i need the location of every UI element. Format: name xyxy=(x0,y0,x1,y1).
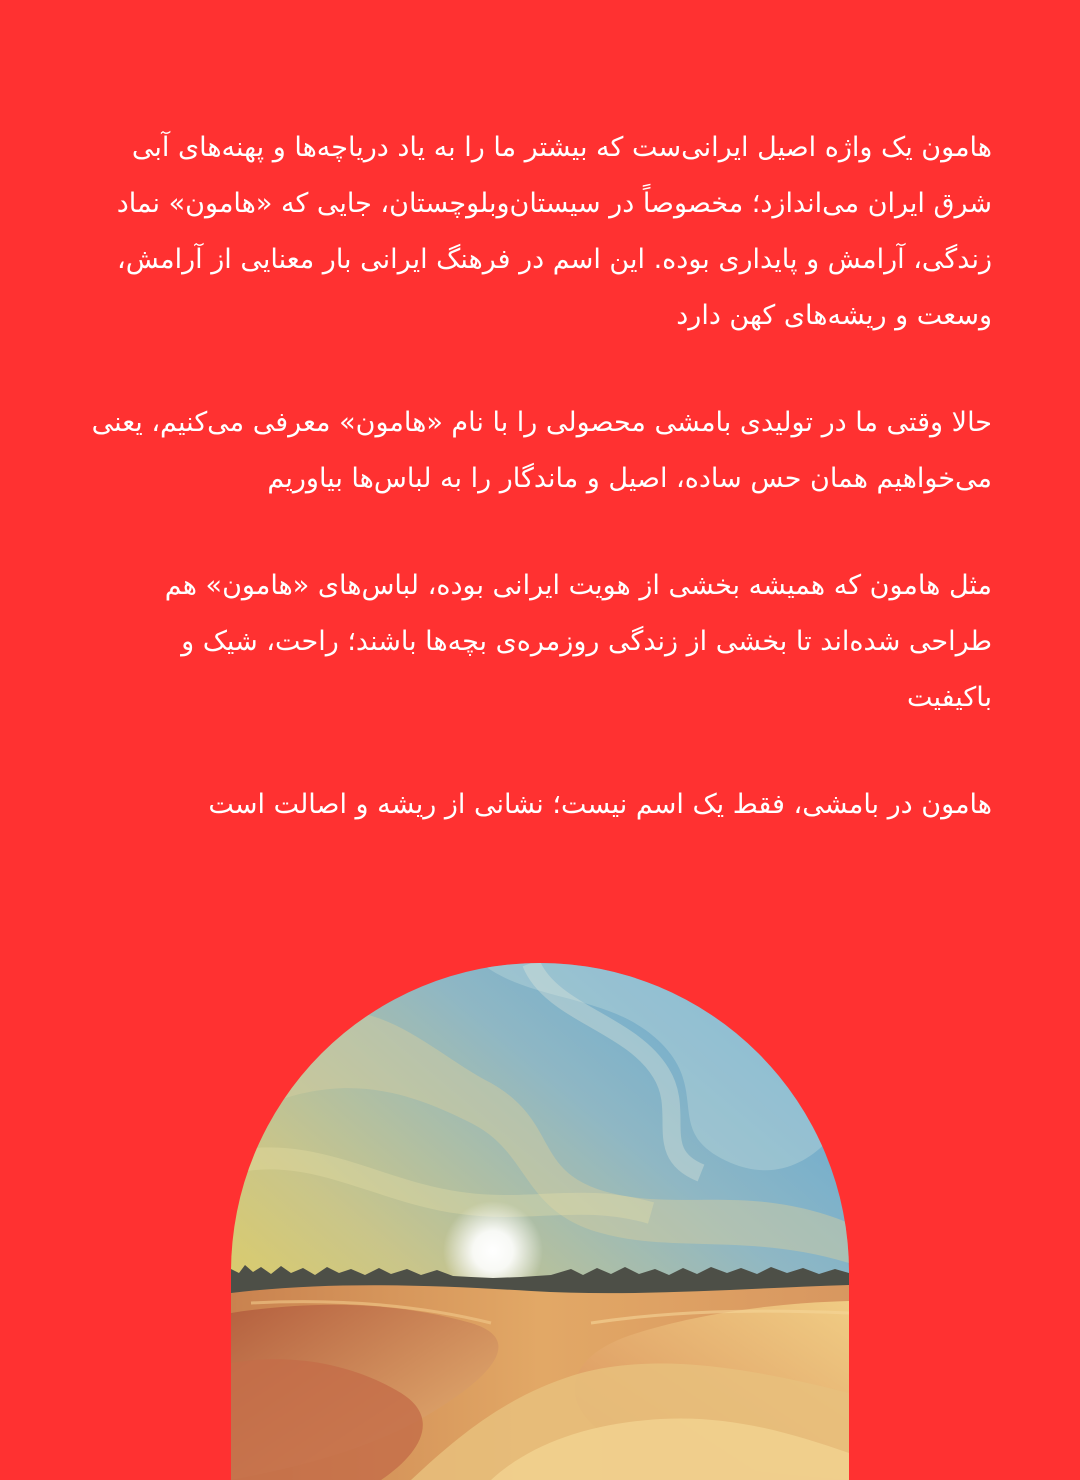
paragraph-product-intro: حالا وقتی ما در تولیدی بامشی محصولی را با نام «هامون» معرفی می‌کنیم، یعنی می‌خواهیم همان حس ساده، اصیل و ماندگار را به لباس‌ها بیاوریم xyxy=(91,407,992,494)
desert-sunset-illustration xyxy=(231,963,849,1480)
paragraph-identity: مثل هامون که همیشه بخشی از هویت ایرانی بوده، لباس‌های «هامون» هم طراحی شده‌اند تا بخشی از زندگی روزمره‌ی بچه‌ها باشند؛ راحت، شیک و باکیفیت xyxy=(164,570,992,713)
paragraph-hamoun-meaning: هامون یک واژه اصیل ایرانی‌ست که بیشتر ما را به یاد دریاچه‌ها و پهنه‌های آبی شرق ایران می‌اندازد؛ مخصوصاً در سیستان‌وبلوچستان، جایی که «هامون» نماد زندگی، آرامش و پایداری بوده. این اسم در فرهنگ ایرانی بار معنایی از آرامش، وسعت و ریشه‌های کهن دارد xyxy=(116,132,992,331)
paragraph-conclusion: هامون در بامشی، فقط یک اسم نیست؛ نشانی از ریشه و اصالت است xyxy=(208,789,992,820)
arch-landscape-image xyxy=(231,963,849,1480)
story-text xyxy=(88,120,992,884)
